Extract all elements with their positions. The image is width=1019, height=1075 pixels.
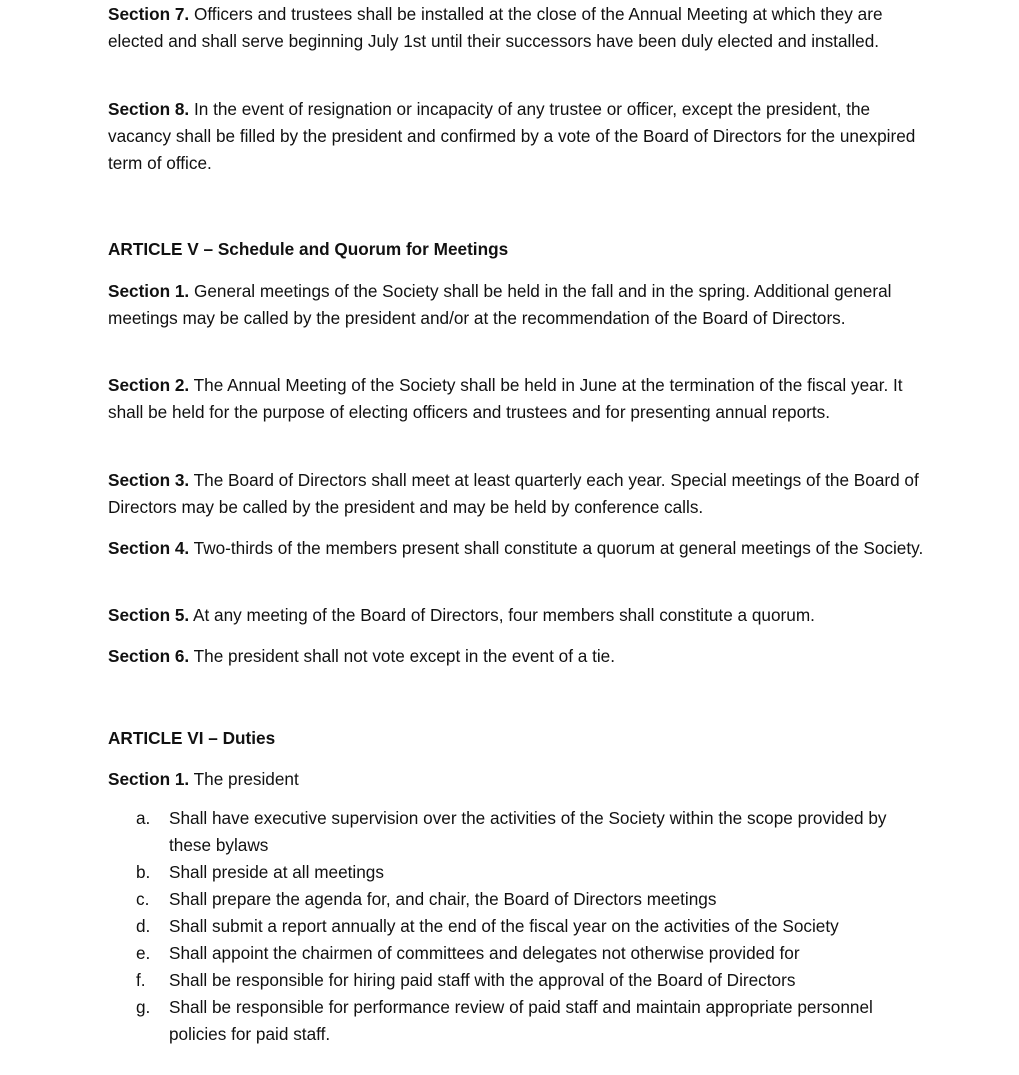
list-item [108, 994, 931, 1048]
section-text: The president [189, 769, 299, 789]
list-marker: e. [136, 943, 151, 963]
section-text: Officers and trustees shall be installed at the close of the Annual Meeting at which they are elected and shall serve beginning July 1st until their successors have been duly elected and installed. [108, 4, 883, 51]
article5-section-6 [108, 643, 931, 670]
section-text: In the event of resignation or incapacity of any trustee or officer, except the president, the vacancy shall be filled by the president and confirmed by a vote of the Board of Directors for the unexpired term of office. [108, 99, 916, 173]
article6-section-1 [108, 766, 931, 793]
list-item [108, 805, 931, 859]
section-text: At any meeting of the Board of Directors, four members shall constitute a quorum. [189, 605, 815, 625]
list-item-text: Shall preside at all meetings [169, 862, 384, 882]
section-text: Two-thirds of the members present shall constitute a quorum at general meetings of the Society. [189, 538, 924, 558]
list-item-text: Shall submit a report annually at the end of the fiscal year on the activities of the Society [169, 916, 839, 936]
section-label: Section 6. [108, 646, 190, 666]
list-marker: g. [136, 997, 151, 1017]
section-text: The Board of Directors shall meet at least quarterly each year. Special meetings of the Board of Directors may be called by the president and may be held by conference calls. [108, 470, 919, 517]
section-text: The Annual Meeting of the Society shall be held in June at the termination of the fiscal year. It shall be held for the purpose of electing officers and trustees and for presenting annual reports. [108, 375, 903, 422]
list-item [108, 940, 931, 967]
section-label: Section 3. [108, 470, 190, 490]
section-label: Section 1. [108, 281, 190, 301]
list-item-text: Shall be responsible for hiring paid staff with the approval of the Board of Directors [169, 970, 796, 990]
section-text: The president shall not vote except in the event of a tie. [189, 646, 616, 666]
article5-section-3 [108, 467, 931, 521]
article5-section-5 [108, 602, 931, 629]
list-marker: b. [136, 862, 151, 882]
list-item [108, 886, 931, 913]
list-item-text: Shall prepare the agenda for, and chair, the Board of Directors meetings [169, 889, 717, 909]
list-marker: f. [136, 970, 146, 990]
article6-heading: ARTICLE VI – Duties [108, 728, 276, 748]
list-item-text: Shall appoint the chairmen of committees and delegates not otherwise provided for [169, 943, 800, 963]
list-item [108, 859, 931, 886]
list-marker: c. [136, 889, 150, 909]
list-item [108, 967, 931, 994]
president-duties-list [108, 805, 931, 1048]
list-item-text: Shall have executive supervision over the activities of the Society within the scope provided by these bylaws [169, 808, 887, 855]
article5-heading: ARTICLE V – Schedule and Quorum for Meetings [108, 239, 509, 259]
section-label: Section 7. [108, 4, 190, 24]
article5-section-1 [108, 278, 931, 332]
section-label: Section 5. [108, 605, 190, 625]
section-label: Section 1. [108, 769, 190, 789]
list-item [108, 913, 931, 940]
article4-section-8 [108, 96, 931, 177]
list-item-text: Shall be responsible for performance review of paid staff and maintain appropriate personnel policies for paid staff. [169, 997, 873, 1044]
article4-section-7 [108, 1, 931, 55]
article5-section-4 [108, 535, 931, 562]
list-marker: a. [136, 808, 151, 828]
list-marker: d. [136, 916, 151, 936]
section-label: Section 4. [108, 538, 190, 558]
section-text: General meetings of the Society shall be held in the fall and in the spring. Additional general meetings may be called by the president and/or at the recommendation of the Board of Directors. [108, 281, 892, 328]
article5-section-2 [108, 372, 931, 426]
section-label: Section 8. [108, 99, 190, 119]
section-label: Section 2. [108, 375, 190, 395]
